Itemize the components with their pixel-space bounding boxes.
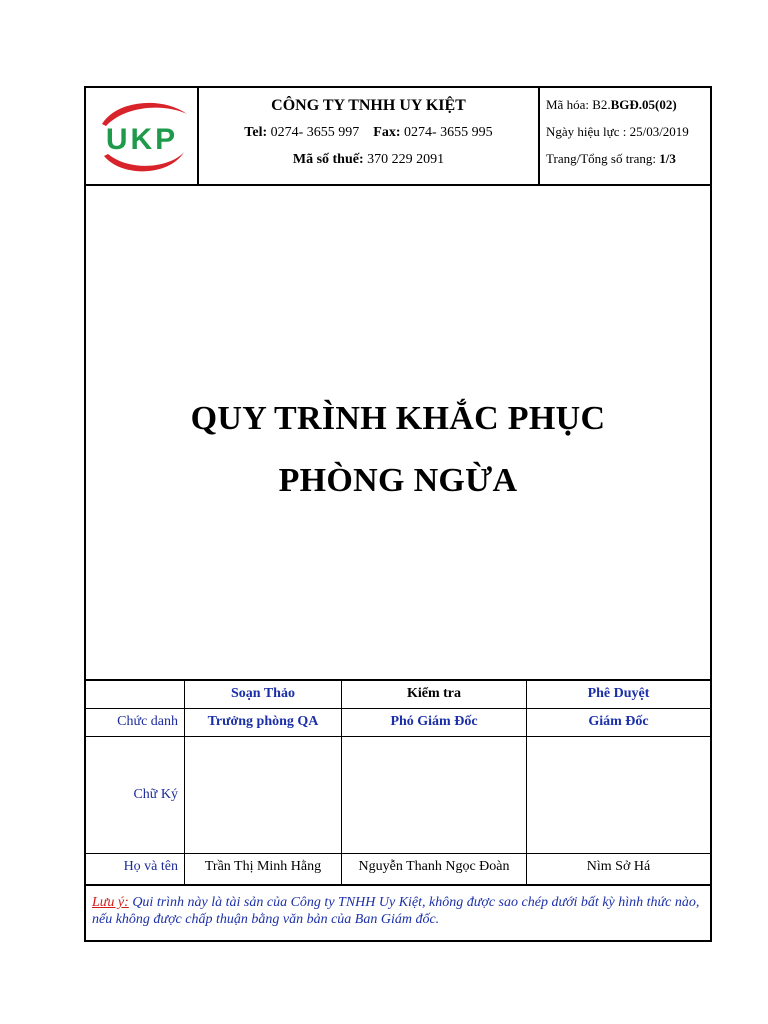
note-text: Qui trình này là tài sản của Công ty TNHH Uy Kiệt, không được sao chép dưới bất kỳ hình thức nào, nếu không được chấp thuận bằng văn bản của Ban Giám đốc.: [92, 895, 700, 927]
table-divider: [86, 708, 710, 709]
company-tax: [199, 152, 538, 168]
confidentiality-note: [92, 894, 704, 928]
name-drafter: Trần Thị Minh Hằng: [204, 859, 322, 874]
header-reviewer: Kiểm tra: [406, 686, 462, 701]
tax-value: 370 229 2091: [367, 152, 445, 167]
position-drafter: Trưởng phòng QA: [207, 714, 319, 729]
row-label-signature: Chữ Ký: [133, 787, 178, 802]
row-label-position: Chức danh: [117, 714, 178, 729]
tel-value: 0274- 3655 997: [270, 125, 360, 140]
name-approver: Nìm Sở Há: [586, 859, 651, 874]
code-value: BGĐ.05(02): [610, 97, 677, 112]
company-contact: [199, 125, 538, 141]
effective-date: Ngày hiệu lực : 25/03/2019: [546, 124, 689, 139]
page-value: 1/3: [659, 151, 676, 166]
company-info: [199, 88, 540, 184]
approval-table: [86, 679, 710, 886]
name-reviewer: Nguyễn Thanh Ngọc Đoàn: [358, 859, 510, 874]
header-drafter: Soạn Thảo: [231, 686, 295, 701]
tax-label: Mã số thuế:: [292, 152, 364, 167]
fax-value: 0274- 3655 995: [404, 125, 493, 140]
logo-cell: [86, 88, 199, 184]
code-label: Mã hóa: B2.: [546, 97, 611, 112]
fax-label: Fax:: [373, 125, 401, 140]
tel-label: Tel:: [244, 125, 268, 140]
document-code: [546, 97, 677, 113]
logo-text: UKP: [105, 123, 179, 156]
position-reviewer: Phó Giám Đốc: [390, 714, 478, 729]
document-meta: [540, 88, 710, 184]
document-frame: [84, 86, 712, 942]
table-divider: [86, 736, 710, 737]
page-count: [546, 151, 676, 167]
company-name: CÔNG TY TNHH UY KIỆT: [271, 97, 466, 114]
table-divider: [86, 853, 710, 854]
document-title-line1: QUY TRÌNH KHẮC PHỤC: [190, 400, 606, 437]
header-approver: Phê Duyệt: [587, 686, 650, 701]
document-header: [86, 88, 710, 186]
page-label: Trang/Tổng số trang:: [546, 151, 660, 166]
ukp-logo: [92, 94, 192, 176]
note-label: Lưu ý:: [92, 895, 129, 910]
document-title-line2: PHÒNG NGỪA: [278, 462, 518, 499]
position-approver: Giám Đốc: [588, 714, 649, 729]
row-label-name: Họ và tên: [123, 859, 178, 874]
